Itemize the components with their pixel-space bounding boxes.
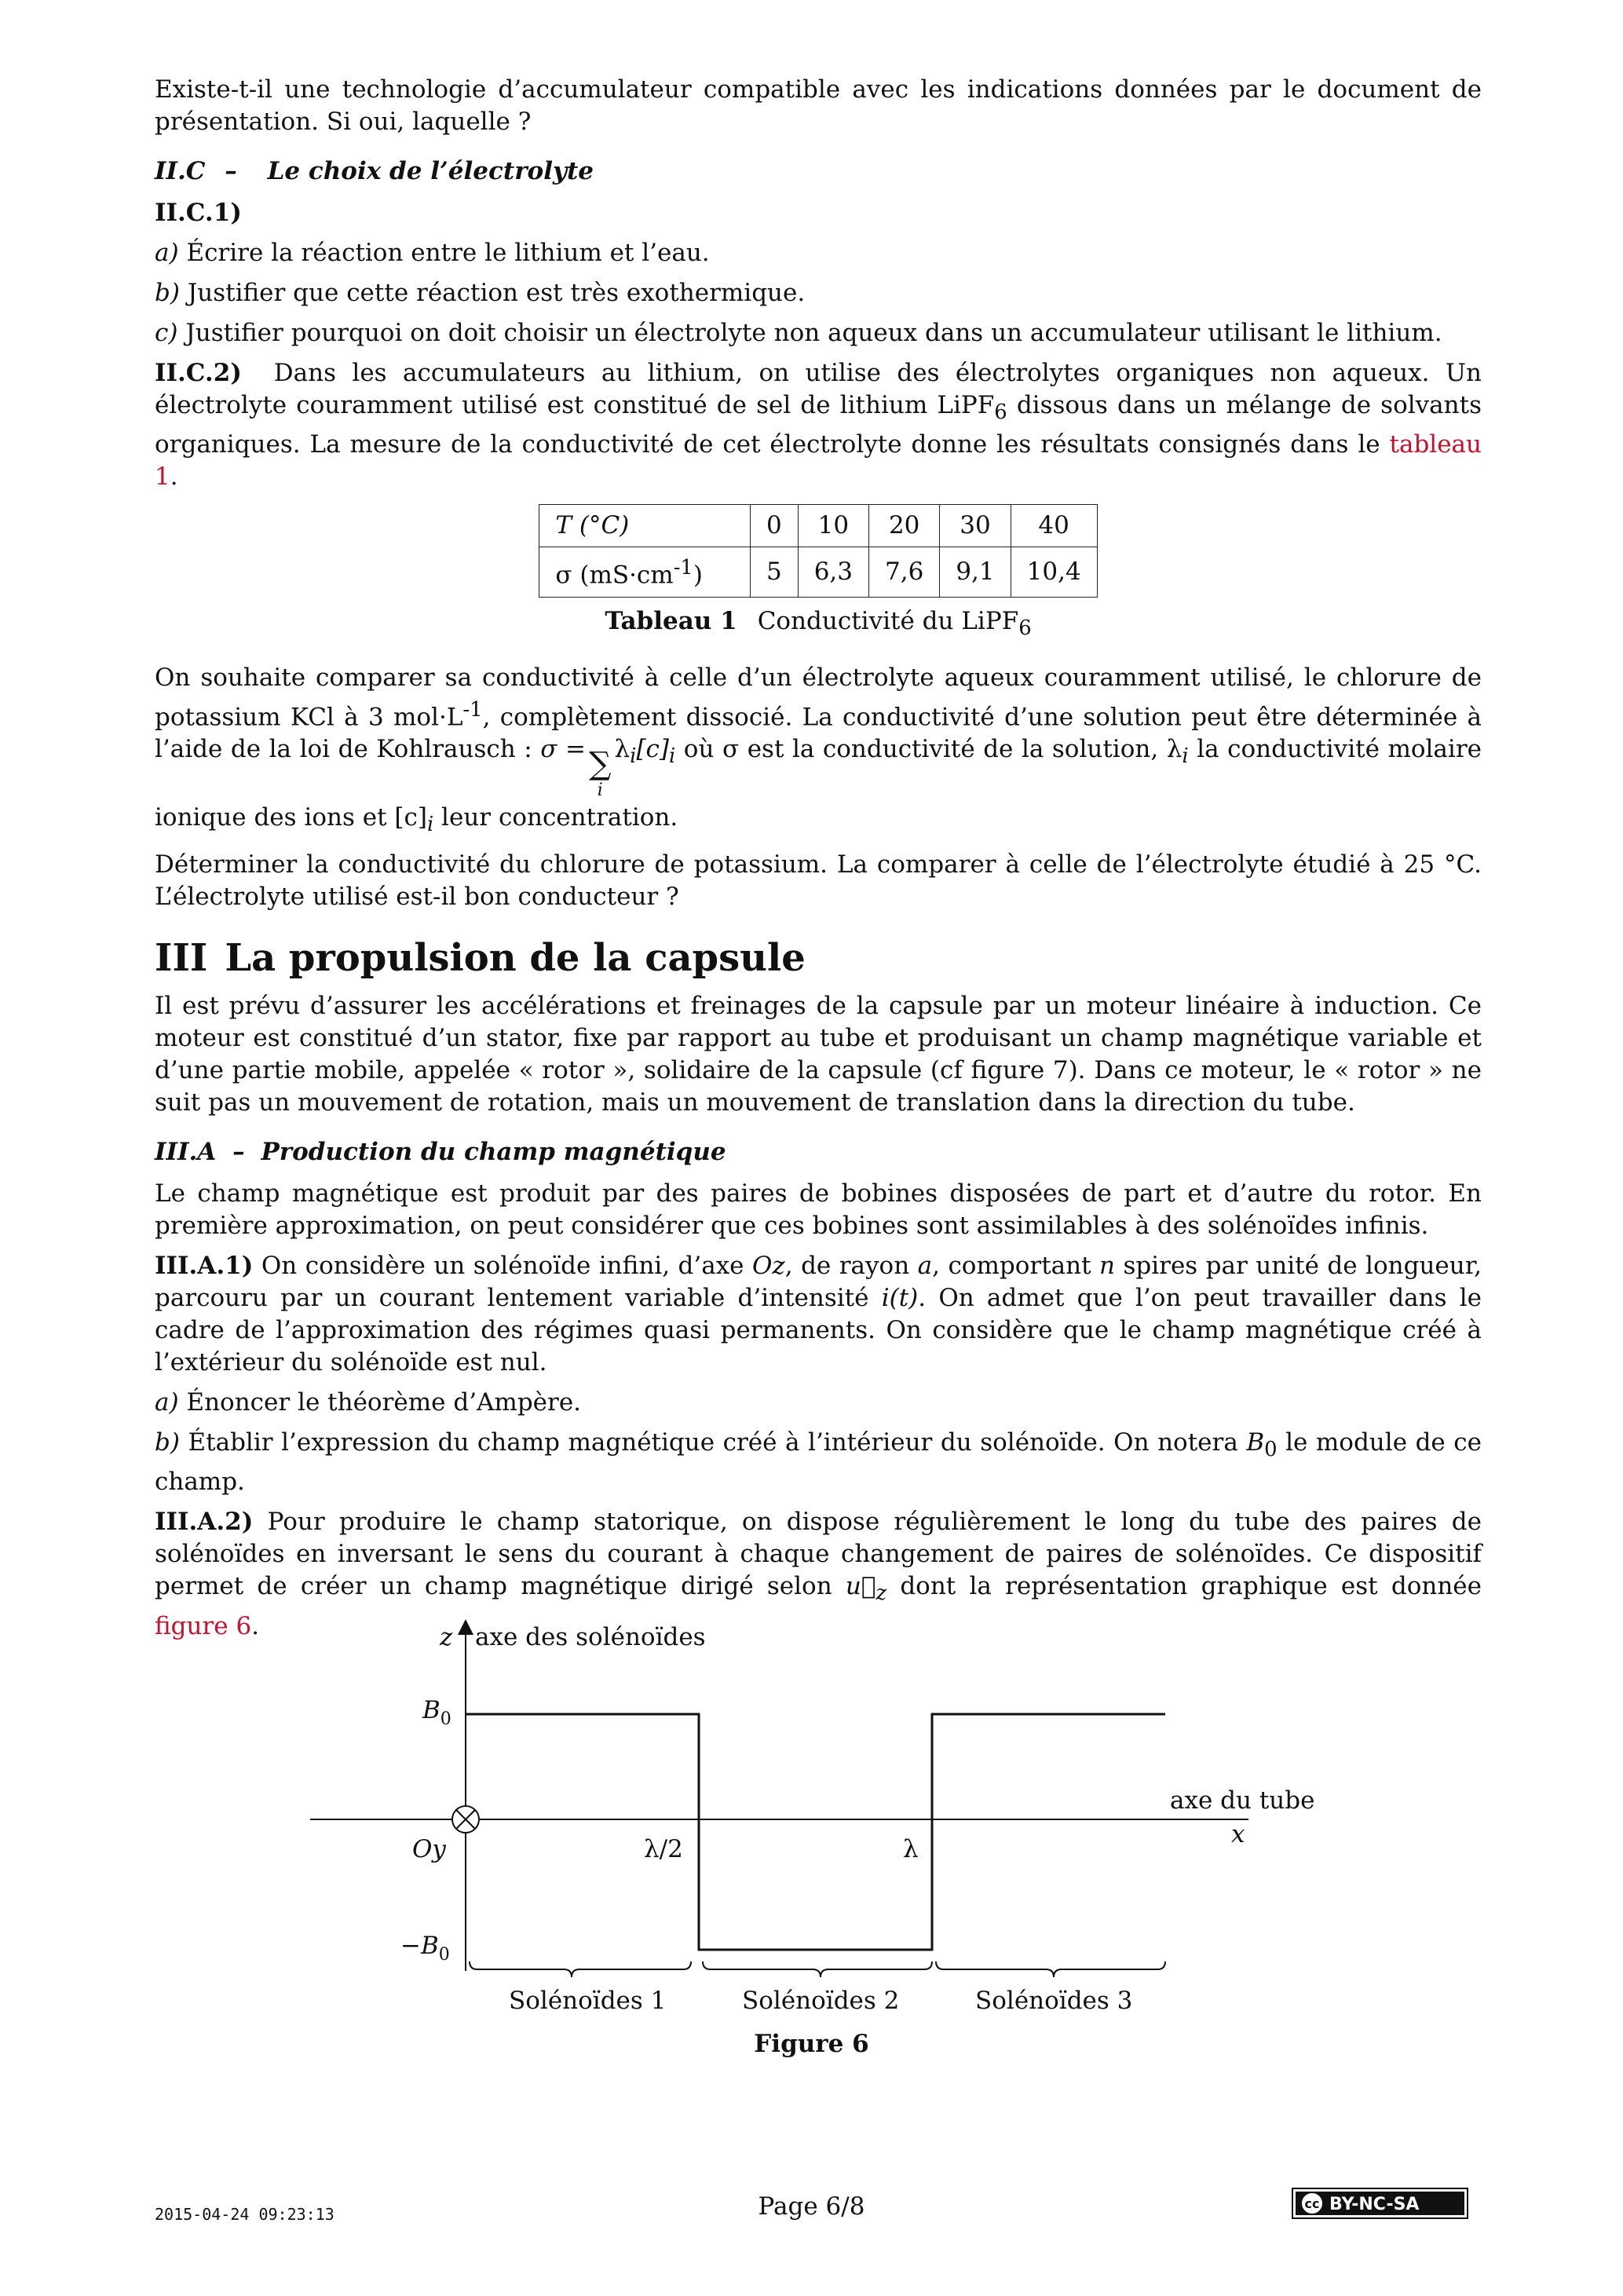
text-c: Justifier pourquoi on doit choisir un électrolyte non aqueux dans un accumulateur utilisant le lithium. <box>185 319 1442 347</box>
table-cell: 9,1 <box>940 547 1011 597</box>
subscript: z <box>875 1581 887 1606</box>
b0-label: $B_0$ <box>422 1696 451 1729</box>
page-number: Page 6/8 <box>758 2192 865 2221</box>
subscript: i <box>669 744 676 769</box>
superscript: -1 <box>673 556 693 580</box>
solenoid-group-3: Solénoïdes 3 <box>975 1987 1133 2015</box>
question-b <box>155 277 1482 309</box>
question-a <box>155 1387 1482 1419</box>
text-a: Écrire la réaction entre le lithium et l’eau. <box>186 239 710 267</box>
intro-paragraph: Existe-t-il une technologie d’accumulateur compatible avec les indications données par le document de présentation. Si oui, laquelle ? <box>155 75 1482 136</box>
z-label: z <box>440 1623 453 1651</box>
figure-link[interactable]: figure 6 <box>155 1611 252 1640</box>
q-text: dissous dans un mélange de solvants organiques. La mesure de la conductivité de cet électrolyte donne les résultats consignés dans le <box>155 391 1482 459</box>
subscript: 0 <box>1264 1438 1278 1462</box>
figure-6 <box>0 1586 1623 2026</box>
subscript: i <box>426 813 434 837</box>
heading-number: III <box>155 936 208 981</box>
cell-text: ) <box>693 561 703 590</box>
q-text: , de rayon <box>784 1252 918 1281</box>
subscript: i <box>1182 744 1189 769</box>
section-iii-intro: Il est prévu d’assurer les accélérations et freinages de la capsule par un moteur linéaire à induction. Ce moteur est constitué d’un stator, fixe par rapport au tube et produisant un champ magnétique variable et d’une partie mobile, appelée « rotor », solidaire de la capsule (cf figure 7). Dans ce moteur, le « rotor » ne suit pas un mouvement de rotation, mais un mouvement de translation dans la direction du tube. <box>155 992 1482 1117</box>
question-c <box>155 317 1482 349</box>
brace-3 <box>936 1961 1165 1977</box>
oy-label: Oy <box>412 1835 446 1863</box>
table-cell: 40 <box>1011 505 1097 547</box>
heading-separator: – <box>232 1138 245 1167</box>
kohlrausch-paragraph <box>155 662 1482 842</box>
section-heading-iiia <box>155 1136 1482 1168</box>
q-text: . <box>251 1611 260 1640</box>
conductivity-table <box>539 504 1097 597</box>
footer-date: 2015-04-24 09:23:13 <box>155 2205 334 2224</box>
heading-title: Production du champ magnétique <box>261 1138 726 1167</box>
q-text: Pour produire le champ statorique, on dispose régulièrement le long du tube des paires de solénoïdes en inversant le sens du courant à chaque changement de paires de solénoïdes. Ce dispositif permet de créer un champ magnétique dirigé selon <box>155 1508 1482 1601</box>
subscript: 6 <box>994 400 1007 425</box>
solenoid-group-2: Solénoïdes 2 <box>742 1987 900 2015</box>
table-row <box>539 505 1097 547</box>
table-cell: 10 <box>798 505 868 547</box>
section-heading-iii <box>155 935 1482 981</box>
sum-index: i <box>597 781 603 801</box>
cell-text: σ (mS·cm <box>555 561 674 590</box>
q-text: , comportant <box>932 1252 1100 1281</box>
table-wrap <box>155 504 1482 597</box>
cc-text: cc <box>1304 2196 1320 2211</box>
question-iic2 <box>155 357 1482 493</box>
question-text: Déterminer la conductivité du chlorure de potassium. La comparer à celle de l’électrolyte étudié à 25 °C. L’électrolyte utilisé est-il bon conducteur ? <box>155 850 1482 912</box>
section-iiia-intro: Le champ magnétique est produit par des paires de bobines disposées de part et d’autre du rotor. En première approximation, on peut considérer que ces bobines sont assimilables à des solénoïdes infinis. <box>155 1179 1482 1241</box>
table-cell <box>539 547 751 597</box>
field-waveform <box>466 1714 1165 1950</box>
tube-axis-label: axe du tube <box>1170 1786 1315 1815</box>
section-heading-iic <box>155 155 1482 188</box>
label-b: b) <box>155 279 180 307</box>
math: i(t) <box>881 1284 919 1313</box>
z-axis-label: axe des solénoïdes <box>475 1623 706 1651</box>
heading-title: Le choix de l’électrolyte <box>267 157 594 185</box>
q-number: II.C.2) <box>155 359 242 387</box>
label-c: c) <box>155 319 178 347</box>
question-b <box>155 1427 1482 1498</box>
math: a <box>917 1252 933 1281</box>
solenoid-group-1: Solénoïdes 1 <box>509 1987 667 2015</box>
license-text: BY-NC-SA <box>1329 2195 1420 2214</box>
text: où σ est la conductivité de la solution, λ <box>675 735 1183 764</box>
formula: [c] <box>636 735 669 764</box>
superscript: -1 <box>462 697 483 722</box>
table-cell: 10,4 <box>1011 547 1097 597</box>
sigma-glyph: ∑ <box>588 746 612 783</box>
question-iic1: II.C.1) <box>155 199 242 227</box>
subscript: 6 <box>1018 616 1032 640</box>
table-cell: T (°C) <box>539 505 751 547</box>
formula: σ = <box>540 735 586 764</box>
q-text: . <box>170 462 178 492</box>
table-cell: 7,6 <box>869 547 940 597</box>
table-row <box>539 547 1097 597</box>
brace-2 <box>703 1961 932 1977</box>
q-text: On considère un solénoïde infini, d’axe <box>253 1252 752 1281</box>
text: On souhaite comparer sa conductivité à celle d’un électrolyte aqueux couramment utilisé, le chlorure de potassium KCl à 3 mol·L <box>155 663 1482 732</box>
text: la conductivité molaire ionique des ions et [c] <box>155 735 1482 832</box>
heading-title: La propulsion de la capsule <box>225 936 806 981</box>
text: , complètement dissocié. La conductivité d’une solution peut être déterminée à l’aide de la loi de Kohlrausch : <box>155 703 1482 764</box>
table-caption <box>155 605 1482 645</box>
label-b: b) <box>155 1428 180 1457</box>
formula: λ <box>614 735 631 764</box>
math: n <box>1099 1252 1115 1281</box>
table-cell: 30 <box>940 505 1011 547</box>
caption-text: Conductivité du LiPF <box>757 606 1019 635</box>
cc-license-badge <box>1292 2188 1468 2219</box>
figure-caption: Figure 6 <box>754 2030 869 2058</box>
heading-number: II.C <box>155 157 206 185</box>
subscript: i <box>630 744 637 769</box>
half-lambda-label: λ/2 <box>644 1835 683 1863</box>
q-number: III.A.2) <box>155 1508 254 1537</box>
heading-separator: – <box>225 157 237 185</box>
text-b: le module de ce champ. <box>155 1428 1482 1497</box>
table-cell: 5 <box>750 547 798 597</box>
text: leur concentration. <box>433 803 678 832</box>
brace-1 <box>470 1961 691 1977</box>
question-a <box>155 237 1482 269</box>
label-a: a) <box>155 1388 179 1417</box>
neg-b0-label: $-B_0$ <box>400 1932 450 1965</box>
table-cell: 0 <box>750 505 798 547</box>
table-cell: 6,3 <box>798 547 868 597</box>
math: u⃗ <box>845 1572 876 1601</box>
q-text: spires par unité de longueur, parcouru par un courant lentement variable d’intensité <box>155 1252 1482 1313</box>
heading-number: III.A <box>155 1138 217 1167</box>
q-text: . On admet que l’on peut travailler dans le cadre de l’approximation des régimes quasi permanents. On considère que le champ magnétique créé à l’extérieur du solénoïde est nul. <box>155 1284 1482 1377</box>
question-iiia1 <box>155 1250 1482 1379</box>
lambda-label: λ <box>903 1835 919 1863</box>
table-cell: 20 <box>869 505 940 547</box>
page-content <box>155 74 1482 1651</box>
text-a: Énoncer le théorème d’Ampère. <box>186 1388 582 1417</box>
oy-axis-icon <box>452 1806 479 1833</box>
table-link[interactable]: tableau 1 <box>155 430 1482 492</box>
q-number: III.A.1) <box>155 1252 254 1281</box>
math: Oz <box>752 1252 785 1281</box>
math: B <box>1246 1428 1265 1457</box>
caption-label: Tableau 1 <box>605 606 737 635</box>
sum-symbol <box>589 748 612 802</box>
label-a: a) <box>155 239 179 267</box>
q-text: dont la représentation graphique est donnée <box>886 1572 1482 1601</box>
text-b: Établir l’expression du champ magnétique créé à l’intérieur du solénoïde. On notera <box>188 1428 1247 1457</box>
x-label: x <box>1231 1820 1245 1848</box>
text-b: Justifier que cette réaction est très exothermique. <box>187 279 806 307</box>
q-text: Dans les accumulateurs au lithium, on utilise des électrolytes organiques non aqueux. Un électrolyte couramment utilisé est constitué de sel de lithium LiPF <box>155 359 1482 419</box>
